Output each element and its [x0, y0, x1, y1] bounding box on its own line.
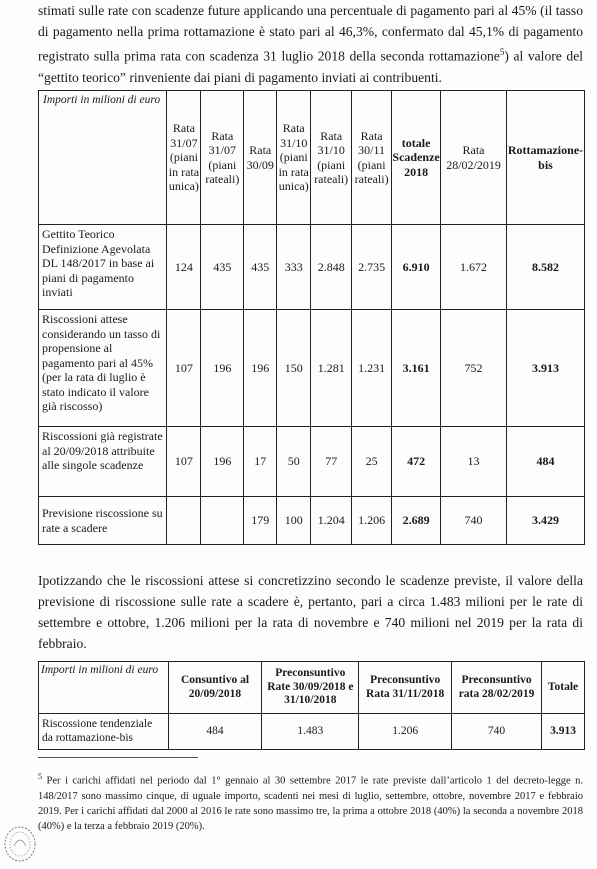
cell: 1.204 [311, 497, 352, 545]
cell: 13 [441, 427, 507, 497]
cell: 196 [244, 310, 277, 427]
cell: 435 [244, 225, 277, 310]
table2-header-row [39, 662, 585, 714]
col-header: Rata 31/10 (piani in rata unica) [277, 91, 311, 225]
col-header-totale: totale Scadenze 2018 [392, 91, 441, 225]
col-header: Rata 31/10 (piani rateali) [311, 91, 352, 225]
footnote-divider [38, 757, 198, 758]
cell: 77 [311, 427, 352, 497]
table-row [39, 714, 585, 750]
col-header: Preconsuntivo Rata 31/11/2018 [359, 662, 452, 714]
col-header: Rata 30/11 (piani rateali) [352, 91, 392, 225]
table-riscossione-tendenziale [38, 661, 585, 750]
col-header: Rata 30/09 [244, 91, 277, 225]
cell: 1.206 [352, 497, 392, 545]
cell: 1.231 [352, 310, 392, 427]
footnote-marker: 5 [38, 772, 42, 781]
cell: 150 [277, 310, 311, 427]
table2-header-label: Importi in milioni di euro [39, 662, 169, 714]
cell-total: 6.910 [392, 225, 441, 310]
cell: 107 [167, 427, 201, 497]
intro-text: stimati sulle rate con scadenze future applicando una percentuale di pagamento pari al 45% (il tasso di pagamento nella prima rottamazione è stato pari al 46,3%, confermato dal 45,1% di pagamento registrato sulla prima rata con scadenza 31 luglio 2018 della seconda rottamazione [38, 3, 583, 64]
cell-grand-total: 3.429 [506, 497, 584, 545]
cell: 1.206 [359, 714, 452, 750]
cell: 100 [277, 497, 311, 545]
cell: 1.281 [311, 310, 352, 427]
cell: 435 [201, 225, 244, 310]
table1-header-row [39, 91, 585, 225]
col-header: Consuntivo al 20/09/2018 [168, 662, 262, 714]
row-label: Previsione riscossione su rate a scadere [39, 497, 167, 545]
cell: 1.672 [441, 225, 507, 310]
cell [167, 497, 201, 545]
cell: 2.735 [352, 225, 392, 310]
table-row [39, 225, 585, 310]
stamp-seal-icon [2, 824, 38, 869]
col-header: Rata 28/02/2019 [441, 91, 507, 225]
cell: 484 [168, 714, 262, 750]
table-riscossioni-per-scadenza [38, 90, 585, 545]
cell-total: 3.161 [392, 310, 441, 427]
cell [201, 497, 244, 545]
footnote [38, 769, 583, 834]
cell: 752 [441, 310, 507, 427]
table-row [39, 310, 585, 427]
col-header: Rata 31/07 (piani rateali) [201, 91, 244, 225]
col-header: Preconsuntivo rata 28/02/2019 [452, 662, 542, 714]
col-header: Rata 31/07 (piani in rata unica) [167, 91, 201, 225]
intro-text-after: ) al valore del “gettito teorico” rinveniente dai piani di pagamento inviati ai contribuenti. [38, 48, 584, 85]
col-header-rottamazione: Rottamazione-bis [506, 91, 584, 225]
cell-grand-total: 3.913 [506, 310, 584, 427]
cell: 25 [352, 427, 392, 497]
footnote-text: Per i carichi affidati nel periodo dal 1° gennaio al 30 settembre 2017 le rate previste dall’articolo 1 del decreto-legge n. 148/2017 sono massimo cinque, di uguale importo, scadenti nei mesi di luglio, settembre, ottobre, novembre 2017 e febbraio 2019. Per i carichi affidati dal 2000 al 2016 le rate sono massimo tre, la prima a ottobre 2018 (40%) la seconda a novembre 2018 (40%) e la terza a febbraio 2019 (20%). [38, 775, 583, 832]
row-label: Gettito Teorico Definizione Agevolata DL 148/2017 in base ai piani di pagamento inviati [39, 225, 167, 310]
col-header: Totale [542, 662, 585, 714]
cell: 50 [277, 427, 311, 497]
table-row [39, 497, 585, 545]
cell: 2.848 [311, 225, 352, 310]
row-label: Riscossioni attese considerando un tasso di propensione al pagamento pari al 45% (per la rata di luglio è stato indicato il valore già riscosso) [39, 310, 167, 427]
row-label: Riscossioni già registrate al 20/09/2018 attribuite alle singole scadenze [39, 427, 167, 497]
cell: 124 [167, 225, 201, 310]
footnote-ref[interactable]: 5 [499, 47, 505, 57]
row-label: Riscossione tendenziale da rottamazione-bis [39, 714, 169, 750]
table1-header-label: Importi in milioni di euro [39, 91, 167, 225]
cell: 740 [452, 714, 542, 750]
cell-grand-total: 8.582 [506, 225, 584, 310]
cell-total: 3.913 [542, 714, 585, 750]
cell-total: 472 [392, 427, 441, 497]
middle-paragraph: Ipotizzando che le riscossioni attese si concretizzino secondo le scadenze previste, il valore della previsione di riscossione sulle rate a scadere è, pertanto, pari a circa 1.483 milioni per le rate di settembre e ottobre, 1.206 milioni per la rata di novembre e 740 milioni nel 2019 per la rata di febbraio. [38, 573, 583, 651]
col-header: Preconsuntivo Rate 30/09/2018 e 31/10/2018 [262, 662, 359, 714]
cell-grand-total: 484 [506, 427, 584, 497]
cell: 1.483 [262, 714, 359, 750]
cell: 17 [244, 427, 277, 497]
cell: 179 [244, 497, 277, 545]
cell: 196 [201, 427, 244, 497]
intro-paragraph [38, 0, 583, 88]
cell: 740 [441, 497, 507, 545]
cell: 196 [201, 310, 244, 427]
table-row [39, 427, 585, 497]
cell: 107 [167, 310, 201, 427]
cell-total: 2.689 [392, 497, 441, 545]
cell: 333 [277, 225, 311, 310]
